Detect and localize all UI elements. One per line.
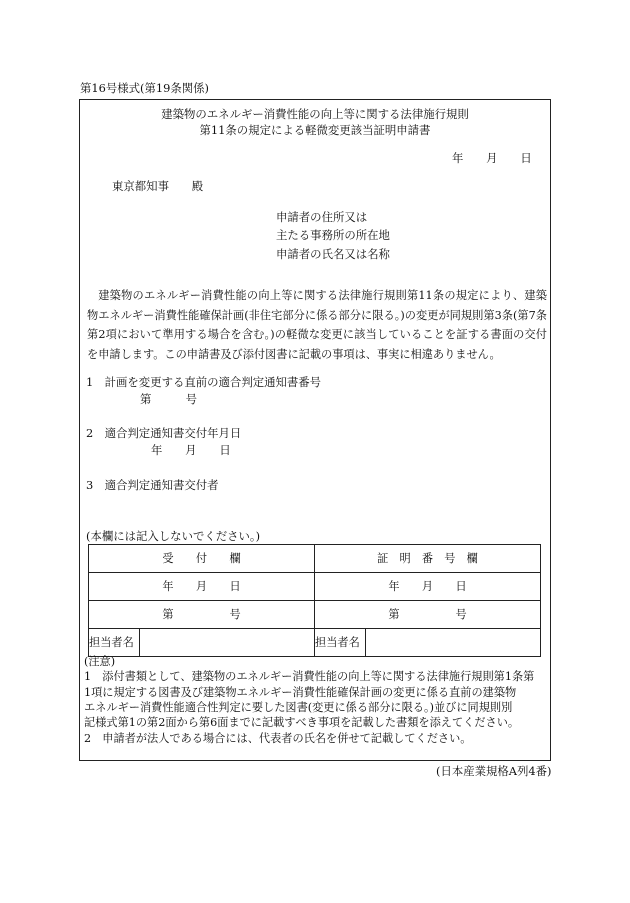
form-title-line2: 第11条の規定による軽微変更該当証明申請書	[199, 123, 431, 137]
certificate-staff-name	[366, 629, 540, 656]
note-line: 1 添付書類として、建築物のエネルギー消費性能の向上等に関する法律施行規則第1条第	[84, 670, 535, 683]
applicant-address-label: 申請者の住所又は	[276, 210, 368, 224]
item-1-label: 1 計画を変更する直前の適合判定通知書番号	[86, 375, 322, 389]
reception-staff-label: 担当者名	[89, 629, 140, 656]
form-number: 第16号様式(第19条関係)	[80, 81, 210, 95]
reception-number: 第 号	[89, 601, 315, 629]
note-line: エネルギー消費性能適合性判定に要した図書(変更に係る部分に限る。)並びに同規則別	[84, 701, 513, 714]
application-date: 年 月 日	[452, 151, 532, 165]
certificate-number: 第 号	[315, 601, 541, 629]
certificate-number-header: 証 明 番 号 欄	[315, 545, 541, 573]
certificate-staff-cell	[315, 629, 541, 657]
certificate-staff-label: 担当者名	[315, 629, 366, 656]
addressee: 東京都知事 殿	[112, 179, 204, 193]
note-line: 2 申請者が法人である場合には、代表者の氏名を併せて記載してください。	[84, 732, 472, 745]
applicant-office-label: 主たる事務所の所在地	[276, 228, 390, 242]
item-1-value: 第 号	[140, 392, 197, 406]
office-use-caption: (本欄には記入しないでください。)	[86, 529, 261, 543]
reception-date: 年 月 日	[89, 573, 315, 601]
reception-header: 受 付 欄	[89, 545, 315, 573]
certificate-date: 年 月 日	[315, 573, 541, 601]
note-line: 記様式第1の第2面から第6面までに記載すべき事項を記載した書類を添えてください。	[84, 716, 520, 729]
application-statement: 建築物のエネルギー消費性能の向上等に関する法律施行規則第11条の規定により、建築物エネルギー消費性能確保計画(非住宅部分に係る部分に限る。)の変更が同規則第3条(第7条第2項において準用する場合を含む。)の軽微な変更に該当していることを証する書面の交付を申請します。この申請書及び添付図書に記載の事項は、事実に相違ありません。	[87, 289, 547, 361]
item-3-label: 3 適合判定通知書交付者	[86, 478, 219, 492]
item-2-value: 年 月 日	[151, 443, 231, 457]
note-line: 1項に規定する図書及び建築物エネルギー消費性能確保計画の変更に係る直前の建築物	[84, 686, 517, 699]
applicant-name-label: 申請者の氏名又は名称	[276, 247, 390, 261]
reception-staff-name	[140, 629, 314, 656]
item-2-label: 2 適合判定通知書交付年月日	[86, 426, 242, 440]
notes-heading: (注意)	[84, 655, 116, 668]
office-use-table	[88, 544, 541, 657]
reception-staff-cell	[89, 629, 315, 657]
form-title-line1: 建築物のエネルギー消費性能の向上等に関する法律施行規則	[161, 107, 469, 121]
paper-size-note: (日本産業規格A列4番)	[436, 764, 552, 778]
